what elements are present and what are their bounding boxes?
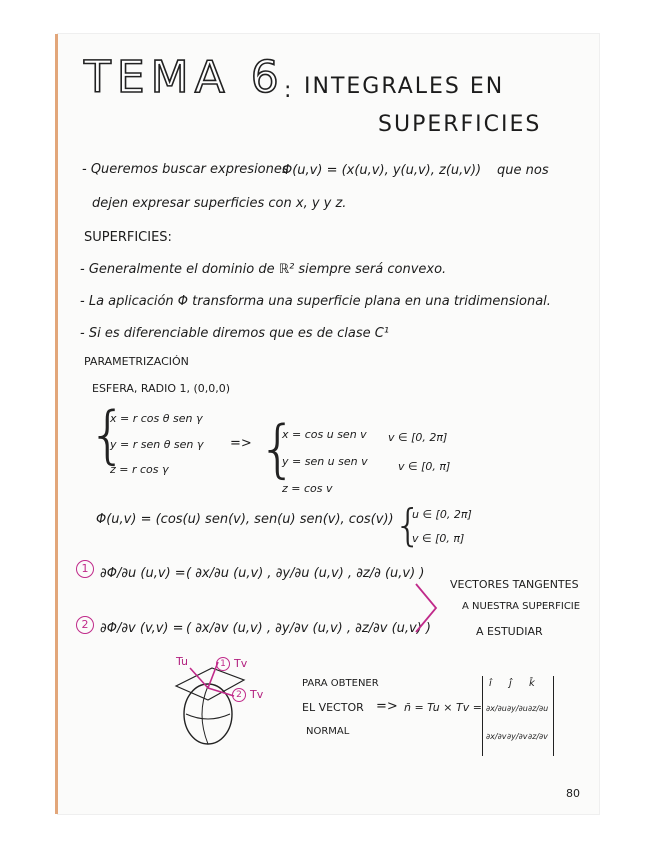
page-title: TEMA 6 — [84, 52, 285, 103]
tangent-note: A NUESTRA SUPERFICIE — [462, 601, 581, 612]
matrix-cell: ∂x/∂v — [486, 732, 507, 741]
intro-line2: dejen expresar superficies con x, y y z. — [92, 196, 347, 211]
range-label: v ∈ [0, 2π] — [388, 431, 448, 444]
figure-label-tv: Tv — [234, 657, 248, 670]
circled-number: 2 — [232, 688, 246, 702]
matrix-cell: ĵ — [509, 678, 512, 689]
matrix-cell: k̂ — [529, 678, 535, 689]
normal-formula: n̄ = Tu × Tv = — [404, 701, 482, 714]
sys2-eq: z = cos v — [282, 482, 333, 495]
parametrizacion-heading: PARAMETRIZACIÓN — [84, 355, 189, 368]
superficies-item: - Si es diferenciable diremos que es de clase C¹ — [80, 326, 390, 341]
matrix-cell: ∂x/∂u — [486, 704, 507, 713]
normal-text: PARA OBTENER — [302, 678, 379, 689]
superficies-heading: SUPERFICIES: — [84, 230, 172, 245]
sys2-eq: x = cos u sen v — [282, 428, 367, 441]
circled-number: 1 — [216, 657, 230, 671]
superficies-item: - La aplicación Φ transforma una superficie plana en una tridimensional. — [80, 294, 551, 309]
phi-definition: Φ(u,v) = (cos(u) sen(v), sen(u) sen(v), cos(v)) — [96, 512, 394, 527]
normal-text: EL VECTOR — [302, 701, 364, 714]
bracket-arrow — [412, 580, 442, 636]
figure-label-tv2: Tv — [250, 688, 264, 701]
sys1-eq: y = r sen θ sen γ — [110, 438, 204, 451]
sys1-eq: x = r cos θ sen γ — [110, 412, 203, 425]
circled-number: 2 — [76, 616, 94, 634]
determinant-matrix — [482, 676, 554, 756]
derivative-v-lhs: ∂Φ/∂v (v,v) = — [100, 621, 184, 636]
implies-arrow: => — [230, 436, 252, 451]
derivative-u-lhs: ∂Φ/∂u (u,v) = — [100, 566, 186, 581]
circled-number: 1 — [76, 560, 94, 578]
title-colon: : — [284, 78, 294, 103]
sys1-eq: z = r cos γ — [110, 463, 169, 476]
derivative-u-rhs: ( ∂x/∂u (u,v) , ∂y/∂u (u,v) , ∂z/∂ (u,v) ) — [186, 566, 425, 581]
range-label: v ∈ [0, π] — [412, 532, 465, 545]
matrix-cell: ∂y/∂u — [507, 704, 528, 713]
matrix-cell: ∂z/∂u — [528, 704, 549, 713]
tangent-note: A ESTUDIAR — [476, 625, 543, 638]
range-label: v ∈ [0, π] — [398, 460, 451, 473]
derivative-v-rhs: ( ∂x/∂v (u,v) , ∂y/∂v (u,v) , ∂z/∂v (u,v) ) — [186, 621, 431, 636]
implies-arrow: => — [376, 699, 398, 714]
matrix-cell: î — [489, 678, 492, 689]
range-label: u ∈ [0, 2π] — [412, 508, 472, 521]
tangent-note: VECTORES TANGENTES — [450, 578, 579, 591]
title-line1: INTEGRALES EN — [304, 74, 505, 99]
intro-line1: - Queremos buscar expresiones — [82, 162, 289, 177]
title-line2: SUPERFICIES — [378, 112, 542, 137]
superficies-item: - Generalmente el dominio de ℝ² siempre será convexo. — [80, 262, 447, 277]
matrix-cell: ∂z/∂v — [528, 732, 548, 741]
left-brace: { — [258, 412, 298, 485]
matrix-cell: ∂y/∂v — [507, 732, 528, 741]
esfera-label: ESFERA, RADIO 1, (0,0,0) — [92, 382, 231, 395]
sys2-eq: y = sen u sen v — [282, 455, 368, 468]
normal-text: NORMAL — [306, 726, 350, 737]
figure-label-tu: Tu — [176, 655, 189, 668]
left-brace: { — [88, 398, 128, 471]
page-number: 80 — [566, 787, 580, 800]
intro-formula: Φ(u,v) = (x(u,v), y(u,v), z(u,v)) — [282, 163, 482, 178]
intro-que-nos: que nos — [497, 163, 549, 178]
left-brace: { — [394, 500, 422, 551]
